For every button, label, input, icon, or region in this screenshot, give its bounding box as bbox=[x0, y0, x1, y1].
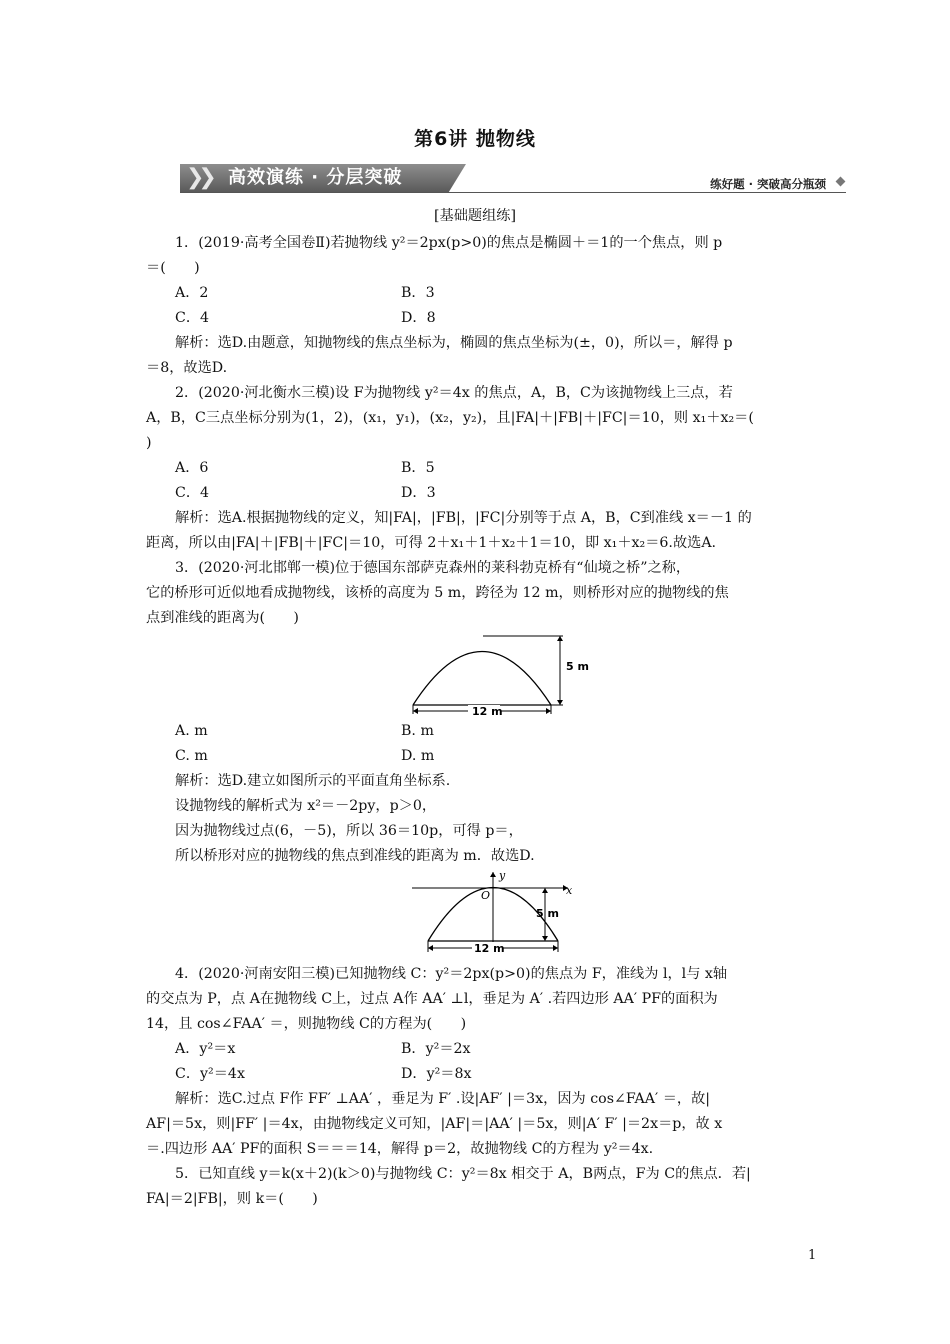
section-banner bbox=[180, 162, 850, 198]
option-b: B．3 bbox=[401, 285, 435, 301]
span-label: 12 m bbox=[472, 705, 503, 718]
text-line: 所以桥形对应的抛物线的焦点到准线的距离为 m．故选D. bbox=[175, 848, 535, 864]
page-number: 1 bbox=[808, 1248, 817, 1263]
text-line: 设抛物线的解析式为 x²＝－2py，p＞0， bbox=[175, 798, 437, 814]
text-line: 点到准线的距离为( ) bbox=[146, 610, 299, 626]
text-line: 解析：选D.由题意，知抛物线的焦点坐标为，椭圆的焦点坐标为(±，0)，所以＝，解得 p bbox=[175, 335, 733, 351]
text-line: FA|＝2|FB|，则 k＝( ) bbox=[146, 1191, 318, 1207]
text-line: 因为抛物线过点(6，－5)，所以 36＝10p，可得 p＝， bbox=[175, 823, 523, 839]
text-line: AF|＝5x，则|FF′ |＝4x，由抛物线定义可知，|AF|＝|AA′ |＝5x，则|A′ F′ |＝2x＝p，故 x bbox=[146, 1116, 723, 1132]
section-title: [基础题组练] bbox=[433, 208, 516, 224]
option-c: C．4 bbox=[175, 485, 210, 501]
text-line: 解析：选D.建立如图所示的平面直角坐标系. bbox=[175, 773, 451, 789]
page-title: 第6讲 抛物线 bbox=[414, 128, 536, 150]
text-line: 14，且 cos∠FAA′ ＝，则抛物线 C的方程为( ) bbox=[146, 1016, 467, 1032]
text-line: 2．(2020·河北衡水三模)设 F为抛物线 y²＝4x 的焦点，A，B，C为该抛物线上三点，若 bbox=[175, 385, 733, 401]
double-chevron-icon: ❯❯ bbox=[186, 165, 211, 190]
option-b: B. m bbox=[401, 723, 434, 739]
text-line: A，B，C三点坐标分别为(1，2)，(x₁，y₁)，(x₂，y₂)，且|FA|＋|FB|＋|FC|＝10，则 x₁＋x₂＝( bbox=[146, 410, 754, 426]
option-c: C．4 bbox=[175, 310, 210, 326]
coordinate-figure bbox=[410, 868, 580, 958]
origin-label: O bbox=[481, 889, 491, 902]
option-d: D. m bbox=[401, 748, 435, 764]
height-label: 5 m bbox=[566, 660, 589, 673]
text-line: 它的桥形可近似地看成抛物线，该桥的高度为 5 m，跨径为 12 m，则桥形对应的抛物线的焦 bbox=[146, 585, 729, 601]
x-axis-label: x bbox=[566, 884, 573, 897]
banner-rule bbox=[180, 192, 846, 193]
text-line: 1．(2019·高考全国卷Ⅱ)若抛物线 y²＝2px(p>0)的焦点是椭圆＋＝1的一个焦点，则 p bbox=[175, 235, 723, 251]
text-line: 解析：选A.根据抛物线的定义，知|FA|，|FB|，|FC|分别等于点 A，B，C到准线 x＝－1 的 bbox=[175, 510, 752, 526]
text-line: 的交点为 P，点 A在抛物线 C上，过点 A作 AA′ ⊥l，垂足为 A′ .若四边形 AA′ PF的面积为 bbox=[146, 991, 718, 1007]
text-line: 解析：选C.过点 F作 FF′ ⊥AA′ ，垂足为 F′ .设|AF′ |＝3x，因为 cos∠FAA′ ＝，故| bbox=[175, 1091, 711, 1107]
span-label: 12 m bbox=[474, 942, 505, 955]
option-d: D．y²＝8x bbox=[401, 1066, 472, 1082]
text-line: ＝.四边形 AA′ PF的面积 S＝＝＝14，解得 p＝2，故抛物线 C的方程为 y²＝4x. bbox=[146, 1141, 654, 1157]
text-line: 3．(2020·河北邯郸一模)位于德国东部萨克森州的莱科勃克桥有“仙境之桥”之称， bbox=[175, 560, 691, 576]
bridge-figure bbox=[400, 628, 590, 720]
option-d: D．8 bbox=[401, 310, 436, 326]
text-line: 4．(2020·河南安阳三模)已知抛物线 C：y²＝2px(p>0)的焦点为 F，准线为 l，l与 x轴 bbox=[175, 966, 728, 982]
option-a: A．2 bbox=[175, 285, 209, 301]
option-a: A．y²＝x bbox=[175, 1041, 236, 1057]
option-b: B．y²＝2x bbox=[401, 1041, 471, 1057]
diamond-icon bbox=[836, 177, 846, 187]
height-label: 5 m bbox=[536, 907, 559, 920]
option-a: A. m bbox=[175, 723, 208, 739]
text-line: 5．已知直线 y＝k(x＋2)(k＞0)与抛物线 C：y²＝8x 相交于 A，B两点，F为 C的焦点．若| bbox=[175, 1166, 751, 1182]
text-line: ＝8，故选D. bbox=[146, 360, 228, 376]
text-line: ) bbox=[146, 435, 152, 451]
option-a: A．6 bbox=[175, 460, 209, 476]
text-line: ＝( ) bbox=[146, 260, 200, 276]
banner-title: 高效演练 · 分层突破 bbox=[228, 167, 403, 188]
option-c: C. m bbox=[175, 748, 208, 764]
y-axis-label: y bbox=[499, 869, 506, 882]
banner-subtitle: 练好题 · 突破高分瓶颈 bbox=[710, 177, 826, 191]
option-b: B．5 bbox=[401, 460, 435, 476]
option-d: D．3 bbox=[401, 485, 436, 501]
text-line: 距离，所以由|FA|＋|FB|＋|FC|＝10，可得 2＋x₁＋1＋x₂＋1＝10，即 x₁＋x₂＝6.故选A. bbox=[146, 535, 717, 551]
option-c: C．y²＝4x bbox=[175, 1066, 245, 1082]
